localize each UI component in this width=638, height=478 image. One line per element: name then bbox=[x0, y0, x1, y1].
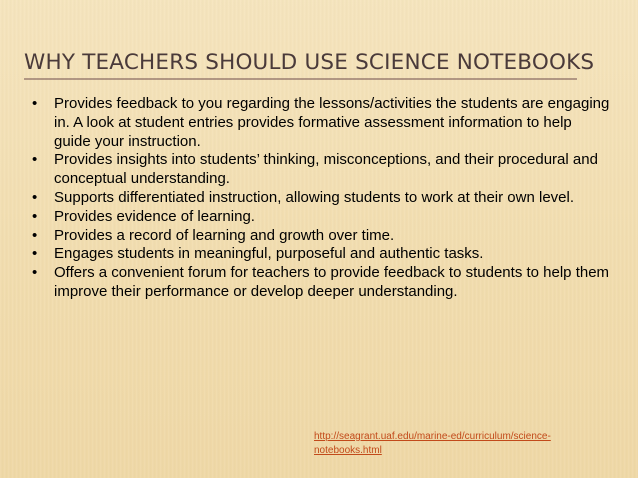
bullet-marker: • bbox=[32, 151, 38, 169]
title-underline bbox=[24, 78, 577, 80]
bullet-marker: • bbox=[32, 188, 38, 206]
bullet-marker: • bbox=[32, 207, 38, 225]
source-link[interactable]: http://seagrant.uaf.edu/marine-ed/curriculum/science-notebooks.html bbox=[314, 431, 551, 456]
bullet-marker: • bbox=[32, 245, 38, 263]
bullet-text: Engages students in meaningful, purposeful and authentic tasks. bbox=[54, 245, 484, 263]
bullet-text: Provides insights into students’ thinking, misconceptions, and their procedural and conceptual understanding. bbox=[54, 151, 598, 188]
bullet-item bbox=[30, 245, 610, 264]
bullet-item bbox=[30, 95, 610, 151]
bullet-marker: • bbox=[32, 264, 38, 282]
slide-title: WHY TEACHERS SHOULD USE SCIENCE NOTEBOOKS bbox=[24, 50, 595, 75]
bullet-text: Provides a record of learning and growth over time. bbox=[54, 226, 395, 244]
bullet-text: Offers a convenient forum for teachers to provide feedback to students to help them improve their performance or develop deeper understanding. bbox=[54, 264, 610, 300]
bullet-list bbox=[30, 95, 610, 302]
bullet-marker: • bbox=[32, 226, 38, 244]
bullet-text: Provides evidence of learning. bbox=[54, 207, 255, 225]
bullet-item bbox=[30, 227, 610, 246]
bullet-marker: • bbox=[32, 95, 38, 112]
bullet-item bbox=[30, 189, 610, 208]
bullet-text: Provides feedback to you regarding the lessons/activities the students are engaging in. A look at student entries provides formative assessment information to help guide your instruction. bbox=[54, 95, 610, 150]
bullet-item bbox=[30, 208, 610, 227]
bullet-item bbox=[30, 151, 610, 189]
bullet-text: Supports differentiated instruction, allowing students to work at their own level. bbox=[54, 188, 575, 206]
bullet-item bbox=[30, 264, 610, 302]
